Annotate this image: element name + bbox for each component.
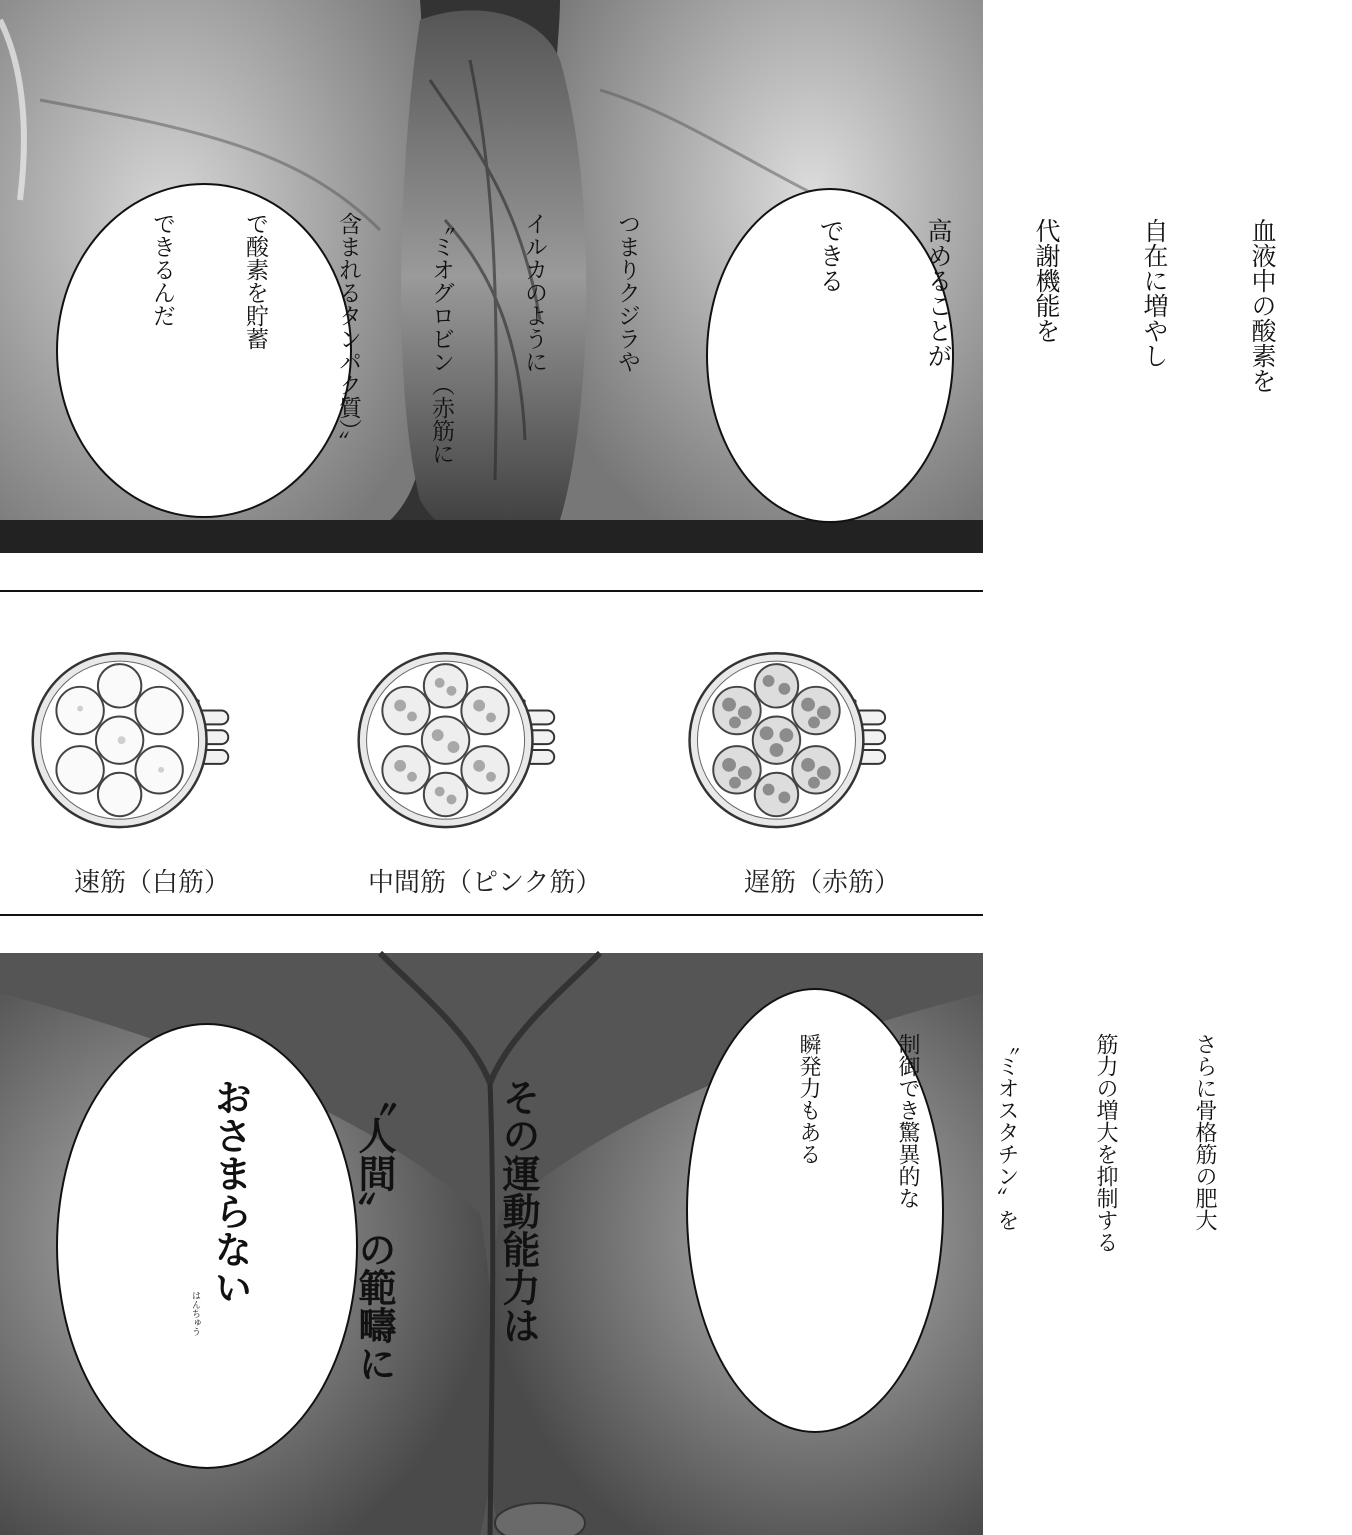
speech-line: 高めることが [924, 218, 953, 368]
speech-line: イルカのように [521, 212, 547, 373]
caption-slow-twitch: 遅筋（赤筋） [744, 868, 901, 898]
panel-bottom [0, 953, 1217, 1535]
speech-line: 瞬発力もある [796, 1033, 821, 1165]
speech-line: おさまらない [208, 1078, 252, 1306]
speech-line: で酸素を貯蓄 [242, 212, 268, 350]
speech-line: 〝人間〟の範疇に [352, 1078, 396, 1382]
fast-twitch-bundle [33, 653, 229, 827]
speech-text-left [84, 212, 704, 512]
caption-fast-twitch: 速筋（白筋） [74, 868, 231, 898]
speech-line: つまりクジラや [614, 212, 640, 373]
speech-line: 血液中の酸素を [1248, 218, 1277, 393]
speech-text-left [110, 1078, 638, 1438]
ruby-reading: はんちゅう [190, 1291, 200, 1336]
slow-twitch-bundle [690, 653, 886, 827]
panel-top [0, 0, 1277, 553]
speech-line: その運動能力は [496, 1078, 540, 1344]
speech-line: 制御でき驚異的な [895, 1033, 920, 1209]
intermediate-bundle [359, 653, 555, 827]
speech-line: さらに骨格筋の肥大 [1192, 1033, 1217, 1231]
speech-line: 含まれるタンパク質）〟 [335, 212, 361, 454]
speech-text-right [740, 218, 1352, 513]
caption-intermediate: 中間筋（ピンク筋） [368, 868, 602, 898]
speech-line: 代謝機能を [1032, 218, 1061, 343]
speech-line: 〝ミオスタチン〟を [994, 1033, 1019, 1231]
speech-line: 自在に増やし [1140, 218, 1169, 368]
speech-line: 〝ミオグロビン（赤筋に [428, 212, 454, 465]
speech-line: できるんだ [149, 212, 175, 327]
speech-text-right [726, 1033, 1287, 1393]
speech-line: できる [816, 218, 845, 293]
speech-line: 筋力の増大を抑制する [1093, 1033, 1118, 1253]
